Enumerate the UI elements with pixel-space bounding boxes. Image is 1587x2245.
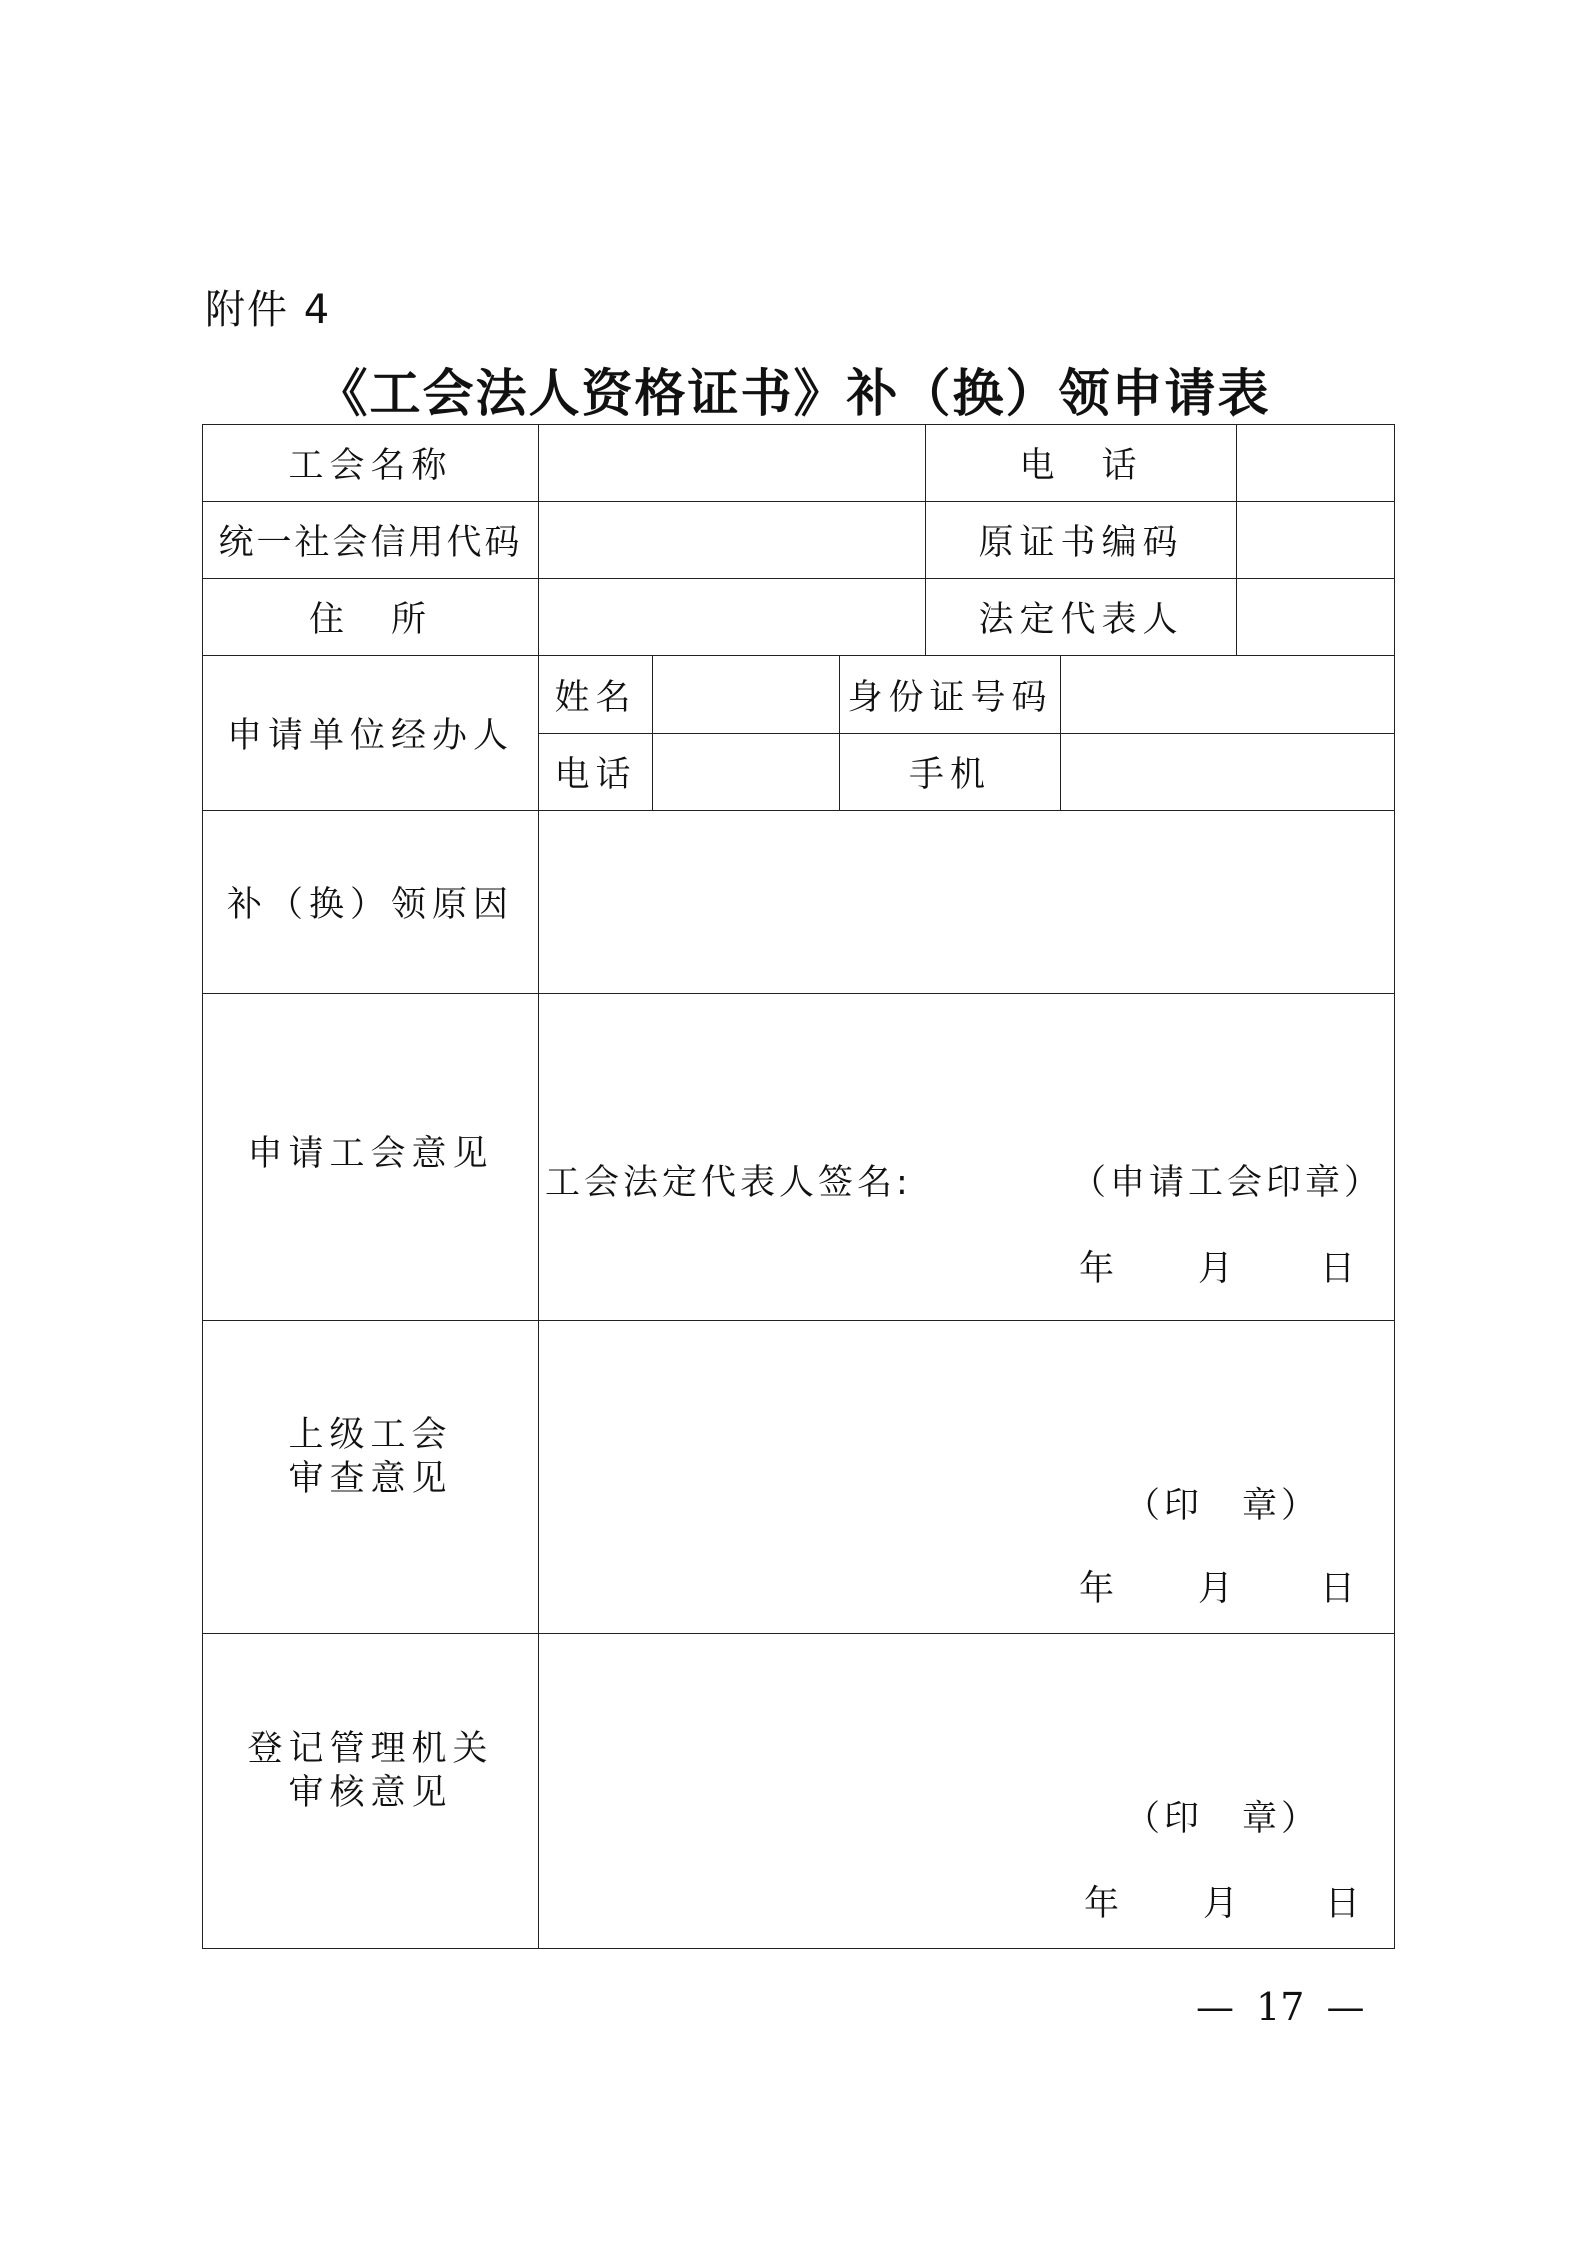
reason-field[interactable] [539, 811, 1395, 994]
address-field[interactable] [539, 579, 926, 656]
row-union-name [203, 425, 1395, 502]
union-day-label: 日 [1320, 1249, 1360, 1289]
registry-year-label: 年 [1084, 1884, 1124, 1924]
original-cert-no-field[interactable] [1237, 502, 1395, 579]
registry-seal-label: （印 章） [1125, 1799, 1321, 1839]
reason-label: 补（换）领原因 [203, 811, 539, 994]
superior-seal-label: （印 章） [1125, 1486, 1321, 1526]
row-superior-review [203, 1321, 1395, 1634]
handler-name-field[interactable] [653, 656, 840, 734]
union-opinion-label [203, 994, 539, 1321]
union-seal-label: （申请工会印章） [1071, 1163, 1384, 1203]
registry-review-area[interactable] [539, 1634, 1395, 1949]
document-title: 《工会法人资格证书》补（换）领申请表 [316, 364, 1271, 424]
registry-day-label: 日 [1325, 1884, 1365, 1924]
superior-day-label: 日 [1320, 1569, 1360, 1609]
signature-label: 工会法定代表人签名: [545, 1163, 912, 1203]
row-handler-1 [203, 656, 1395, 734]
union-opinion-label-text: 申请工会意见 [247, 1134, 494, 1174]
row-address [203, 579, 1395, 656]
handler-label: 申请单位经办人 [203, 656, 539, 811]
legal-rep-field[interactable] [1237, 579, 1395, 656]
handler-id-field[interactable] [1061, 656, 1395, 734]
superior-review-label-line1: 上级工会 [288, 1415, 453, 1455]
registry-review-label-line1: 登记管理机关 [247, 1729, 494, 1769]
phone-field[interactable] [1237, 425, 1395, 502]
registry-review-label-line2: 审核意见 [288, 1773, 453, 1813]
registry-review-label [203, 1634, 539, 1949]
phone-label: 电 话 [926, 425, 1237, 502]
union-month-label: 月 [1198, 1249, 1238, 1289]
row-registry-review [203, 1634, 1395, 1949]
superior-year-label: 年 [1079, 1569, 1119, 1609]
handler-id-label: 身份证号码 [840, 656, 1061, 734]
union-name-label: 工会名称 [203, 425, 539, 502]
page-number: — 17 — [1196, 1985, 1365, 2029]
superior-review-label-line2: 审查意见 [288, 1459, 453, 1499]
handler-mobile-field[interactable] [1061, 734, 1395, 811]
union-year-label: 年 [1079, 1249, 1119, 1289]
superior-review-area[interactable] [539, 1321, 1395, 1634]
original-cert-no-label: 原证书编码 [926, 502, 1237, 579]
union-opinion-area[interactable] [539, 994, 1395, 1321]
handler-mobile-label: 手机 [840, 734, 1061, 811]
credit-code-label: 统一社会信用代码 [203, 502, 539, 579]
handler-phone-label: 电话 [539, 734, 653, 811]
row-credit-code [203, 502, 1395, 579]
superior-month-label: 月 [1198, 1569, 1238, 1609]
application-form-table [202, 424, 1395, 1949]
superior-review-label [203, 1321, 539, 1634]
union-name-field[interactable] [539, 425, 926, 502]
legal-rep-label: 法定代表人 [926, 579, 1237, 656]
row-reason [203, 811, 1395, 994]
handler-name-label: 姓名 [539, 656, 653, 734]
credit-code-field[interactable] [539, 502, 926, 579]
handler-phone-field[interactable] [653, 734, 840, 811]
row-union-opinion [203, 994, 1395, 1321]
attachment-label: 附件 4 [205, 287, 332, 333]
registry-month-label: 月 [1203, 1884, 1243, 1924]
address-label: 住 所 [203, 579, 539, 656]
